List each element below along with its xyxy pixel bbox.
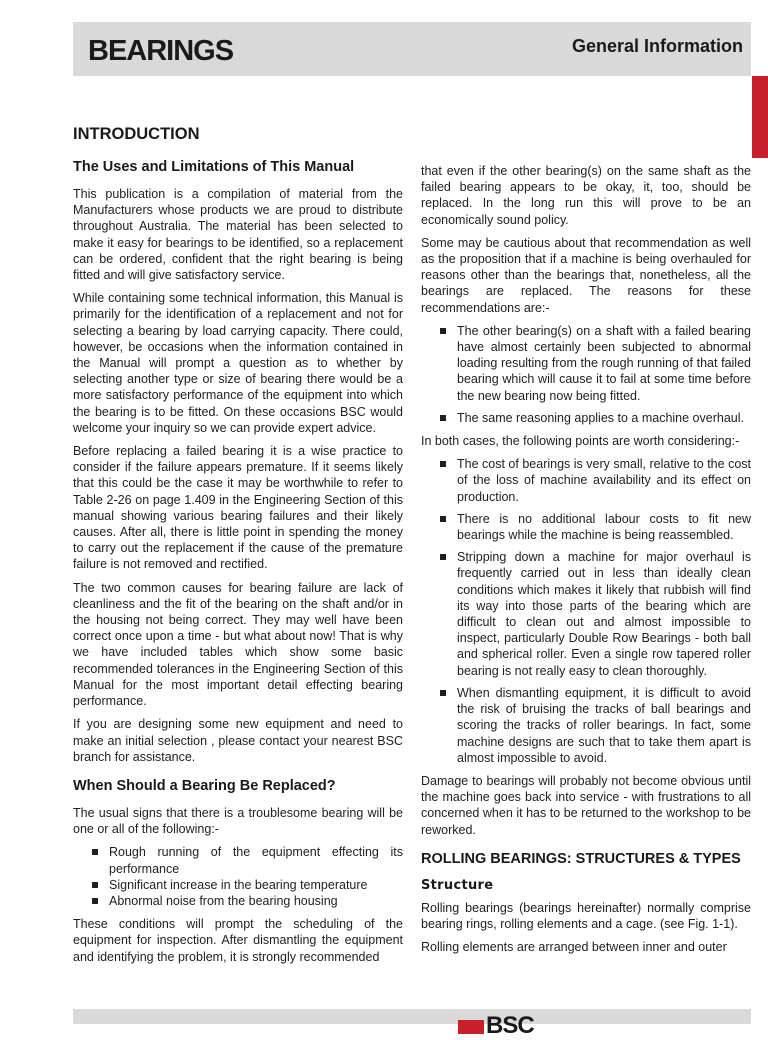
paragraph: While containing some technical information, this Manual is primarily for the identification of a replacement and not for selecting a bearing by load carrying capacity. There could, however, be occasions when the information contained in the Manual will prompt a question as to whether by selecting another type or size of bearing there would be a more satisfactory performance of the equipment into which the bearing is to be fitted. On these occasions BSC would welcome your inquiry so we can provide expert advice. (73, 291, 403, 435)
list-item: The cost of bearings is very small, relative to the cost of the loss of machine availability and its effect on production. (457, 456, 751, 505)
list-item: The same reasoning applies to a machine overhaul. (457, 410, 751, 426)
bullet-square-icon (92, 898, 98, 904)
paragraph: These conditions will prompt the scheduling of the equipment for inspection. After dismantling the equipment and identifying the problem, it is strongly recommended (73, 917, 403, 964)
paragraph: The two common causes for bearing failure are lack of cleanliness and the fit of the bearing on the shaft and/or in the housing not being correct. They may well have been correct once upon a time - but what about now! That is why we have included tables which show some basic recommended tolerances in the Engineering Section of this Manual for the most important detail effecting bearing performance. (73, 580, 403, 709)
list-item: Significant increase in the bearing temperature (109, 877, 403, 893)
paragraph: Damage to bearings will probably not become obvious until the machine goes back into service - with frustrations to all concerned when it has to be returned to the workshop to be reworked. (421, 773, 751, 837)
bullet-square-icon (440, 461, 446, 467)
logo-red-bar (458, 1020, 484, 1034)
list-item: There is no additional labour costs to fit new bearings while the machine is being reassembled. (457, 511, 751, 543)
left-column (73, 158, 403, 972)
page-footer (73, 1009, 751, 1039)
paragraph: This publication is a compilation of material from the Manufacturers whose products we are proud to distribute throughout Australia. The material has been selected to make it easy for bearings to be identified, so a replacement can be ordered, confident that the right bearing is being fitted and will give satisfactory service. (73, 187, 403, 283)
rolling-bearings-heading: ROLLING BEARINGS: STRUCTURES & TYPES (421, 850, 741, 867)
page-header (73, 22, 751, 76)
bullet-square-icon (92, 882, 98, 888)
paragraph: If you are designing some new equipment and need to make an initial selection , please contact your nearest BSC branch for assistance. (73, 717, 403, 764)
structure-subheading: Structure (421, 877, 494, 893)
bullet-square-icon (440, 328, 446, 334)
section-tab-marker (752, 76, 768, 158)
header-title: BEARINGS (88, 35, 234, 67)
header-section-title: General Information (571, 36, 743, 56)
bullet-square-icon (92, 849, 98, 855)
list-item: Stripping down a machine for major overhaul is frequently carried out in less than ideally clean conditions which makes it likely that rubbish will find its way into those parts of the bearing which are difficult to clean out and almost impossible to inspect, particularly Double Row Bearings - both ball and spherical roller. Even a single row tapered roller bearing is not really easy to clean thoroughly. (457, 549, 751, 679)
points-list (421, 456, 751, 766)
reasons-list (421, 323, 751, 426)
bullet-square-icon (440, 415, 446, 421)
bullet-square-icon (440, 554, 446, 560)
when-replace-heading: When Should a Bearing Be Replaced? (73, 777, 336, 794)
uses-limitations-heading: The Uses and Limitations of This Manual (73, 159, 355, 175)
signs-list (73, 844, 403, 909)
paragraph: Some may be cautious about that recommendation as well as the proposition that if a machine is being overhauled for reasons other than the bearings that, nonetheless, all the bearings are replaced. The reasons for these recommendations are:- (421, 235, 751, 315)
logo-text: BSC (486, 1012, 534, 1039)
paragraph: Rolling elements are arranged between inner and outer (421, 940, 727, 955)
list-item: When dismantling equipment, it is difficult to avoid the risk of bruising the tracks of ball bearings and scoring the tracks of roller bearings. In fact, some machine designs are such that to take them apart is almost impossible to avoid. (457, 685, 751, 766)
paragraph: In both cases, the following points are worth considering:- (421, 434, 740, 449)
right-column (421, 163, 751, 963)
paragraph: that even if the other bearing(s) on the same shaft as the failed bearing appears to be okay, it, too, should be replaced. In the long run this will prove to be an economically sound policy. (421, 164, 751, 227)
introduction-heading: INTRODUCTION (73, 125, 200, 143)
list-item: Rough running of the equipment effecting its performance (109, 844, 403, 876)
list-item: Abnormal noise from the bearing housing (109, 893, 403, 909)
bullet-square-icon (440, 690, 446, 696)
paragraph: Rolling bearings (bearings hereinafter) normally comprise bearing rings, rolling elements and a cage. (see Fig. 1-1). (421, 900, 751, 932)
list-item: The other bearing(s) on a shaft with a failed bearing have almost certainly been subjected to abnormal loading resulting from the rough running of that failed bearing which will cause it to fail at some time before the new bearing now being fitted. (457, 323, 751, 404)
bullet-square-icon (440, 516, 446, 522)
paragraph: Before replacing a failed bearing it is a wise practice to consider if the failure appears premature. If it seems likely that this could be the case it may be worthwhile to refer to Table 2-26 on page 1.409 in the Engineering Section of this manual showing various bearing failures and their likely causes. After all, there is little point in spending the money to carry out the replacement if the cause of the premature failure is not removed and rectified. (73, 444, 403, 572)
paragraph: The usual signs that there is a troublesome bearing will be one or all of the following:- (73, 805, 403, 837)
